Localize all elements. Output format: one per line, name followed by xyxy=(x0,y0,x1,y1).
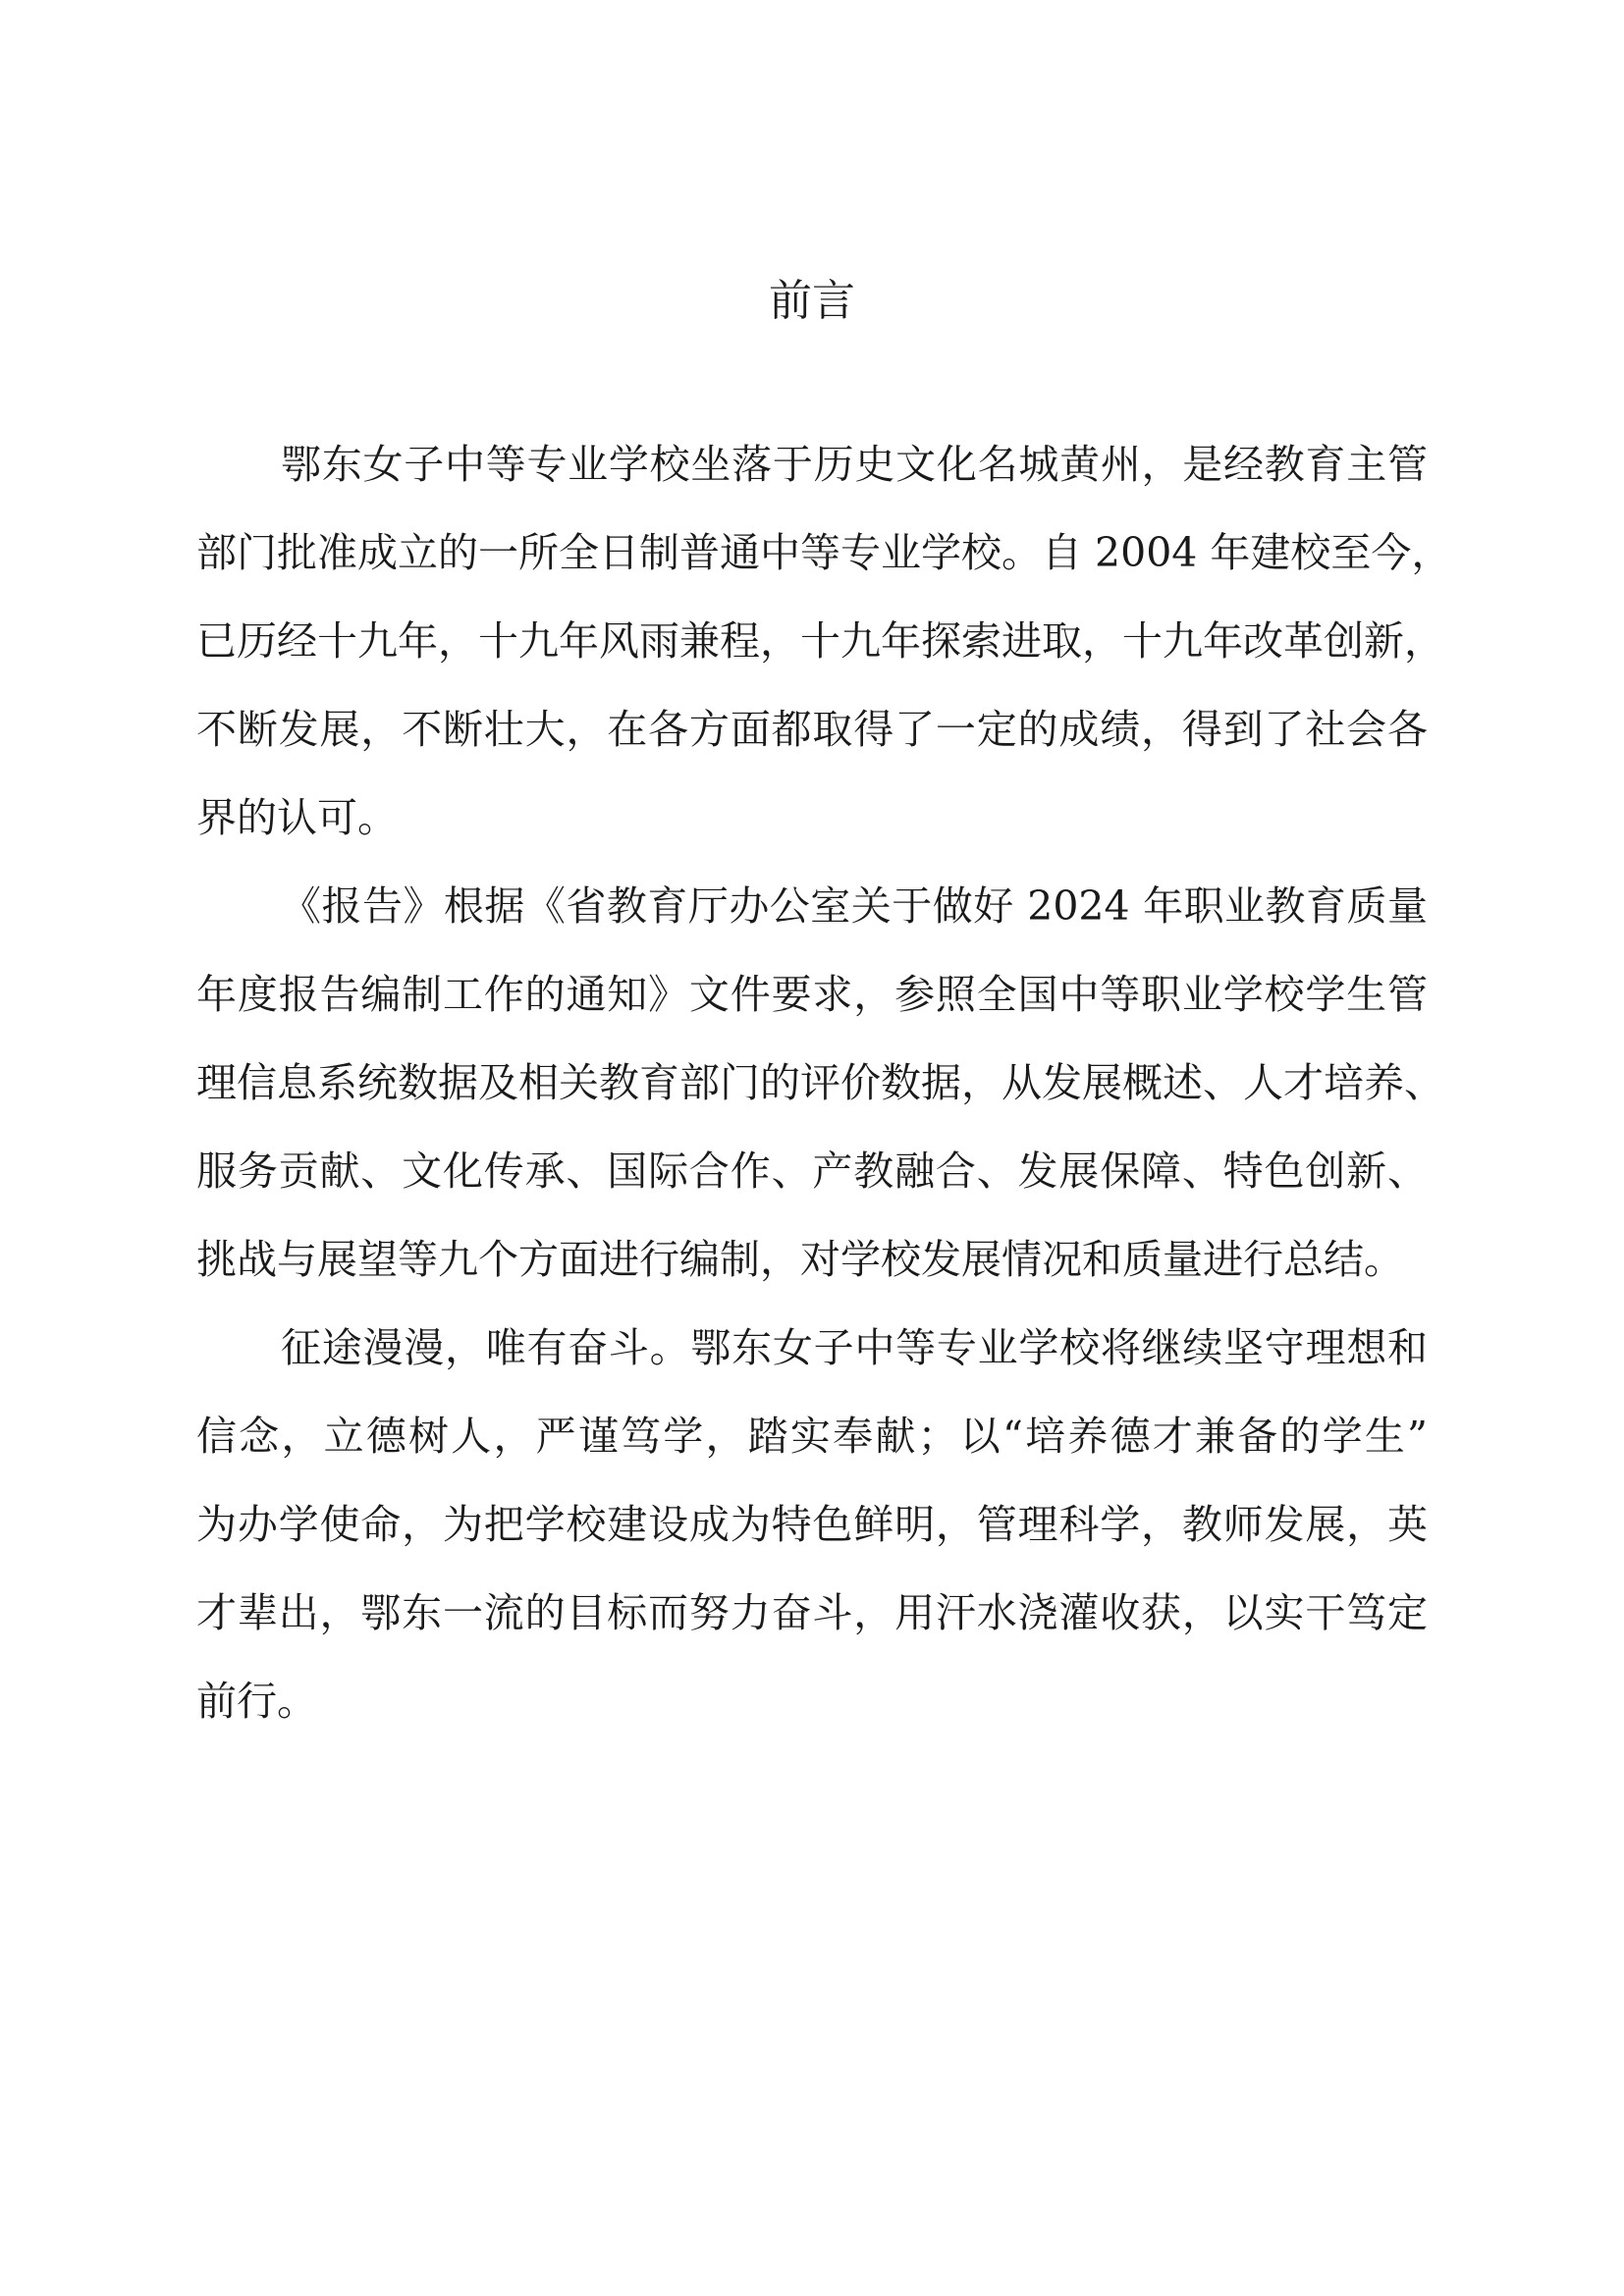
paragraph-outlook xyxy=(196,1304,1428,1745)
paragraph-line: 挑战与展望等九个方面进行编制，对学校发展情况和质量进行总结。 xyxy=(196,1236,1404,1283)
paragraph-line: 年度报告编制工作的通知》文件要求，参照全国中等职业学校学生管 xyxy=(196,971,1428,1018)
paragraph-line: 才辈出，鄂东一流的目标而努力奋斗，用汗水浇灌收获，以实干笃定 xyxy=(196,1589,1428,1636)
paragraph-line: 前行。 xyxy=(196,1678,317,1725)
paragraph-line: 已历经十九年，十九年风雨兼程，十九年探索进取，十九年改革创新， xyxy=(196,617,1444,665)
paragraph-line: 鄂东女子中等专业学校坐落于历史文化名城黄州，是经教育主管 xyxy=(281,441,1428,488)
paragraph-line: 部门批准成立的一所全日制普通中等专业学校。自 2004 年建校至今， xyxy=(196,529,1452,576)
paragraph-line: 服务贡献、文化传承、国际合作、产教融合、发展保障、特色创新、 xyxy=(196,1148,1428,1195)
paragraph-line: 《报告》根据《省教育厅办公室关于做好 2024 年职业教育质量 xyxy=(281,882,1428,930)
body-text xyxy=(196,420,1452,1745)
paragraph-line: 征途漫漫，唯有奋斗。鄂东女子中等专业学校将继续坚守理想和 xyxy=(281,1324,1428,1371)
paragraph-intro xyxy=(196,420,1452,862)
paragraph-line: 界的认可。 xyxy=(196,794,398,841)
paragraph-line: 信念，立德树人，严谨笃学，踏实奉献；以“培养德才兼备的学生” xyxy=(196,1413,1428,1460)
page-title: 前言 xyxy=(769,276,855,326)
paragraph-report-basis xyxy=(196,862,1444,1304)
paragraph-line: 为办学使命，为把学校建设成为特色鲜明，管理科学，教师发展，英 xyxy=(196,1501,1428,1548)
paragraph-line: 不断发展，不断壮大，在各方面都取得了一定的成绩，得到了社会各 xyxy=(196,706,1428,753)
paragraph-line: 理信息系统数据及相关教育部门的评价数据，从发展概述、人才培养、 xyxy=(196,1059,1444,1106)
